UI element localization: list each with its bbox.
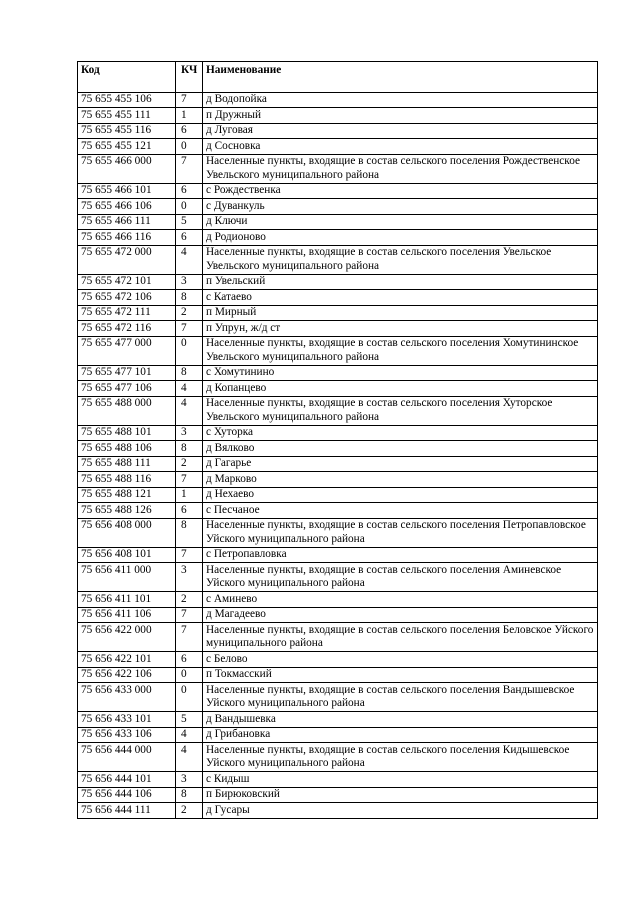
cell-name: с Дуванкуль [203, 199, 598, 215]
cell-name: д Магадеево [203, 607, 598, 623]
cell-kch: 7 [176, 321, 203, 337]
table-row [78, 667, 598, 683]
cell-name: д Родионово [203, 230, 598, 246]
cell-kch: 3 [176, 425, 203, 441]
cell-code: 75 655 488 121 [78, 487, 176, 503]
table-row [78, 712, 598, 728]
cell-code: 75 655 466 106 [78, 199, 176, 215]
cell-code: 75 656 433 101 [78, 712, 176, 728]
cell-code: 75 655 455 111 [78, 108, 176, 124]
cell-kch: 0 [176, 199, 203, 215]
column-header-kch: КЧ [176, 62, 203, 93]
cell-kch: 8 [176, 518, 203, 547]
cell-name: п Упрун, ж/д ст [203, 321, 598, 337]
cell-kch: 3 [176, 772, 203, 788]
table-row [78, 683, 598, 712]
table-row [78, 547, 598, 563]
cell-name: д Гагарье [203, 456, 598, 472]
cell-code: 75 656 433 000 [78, 683, 176, 712]
cell-code: 75 656 408 000 [78, 518, 176, 547]
cell-name: с Хуторка [203, 425, 598, 441]
cell-name: с Петропавловка [203, 547, 598, 563]
cell-code: 75 655 472 116 [78, 321, 176, 337]
cell-kch: 1 [176, 108, 203, 124]
table-row [78, 456, 598, 472]
table-row [78, 139, 598, 155]
table-row [78, 274, 598, 290]
table-row [78, 787, 598, 803]
cell-name: д Луговая [203, 123, 598, 139]
cell-code: 75 656 411 106 [78, 607, 176, 623]
cell-name: с Кидыш [203, 772, 598, 788]
table-row [78, 123, 598, 139]
table-body [78, 92, 598, 818]
cell-name: Населенные пункты, входящие в состав сельского поселения Хуторское Увельского муниципального района [203, 396, 598, 425]
cell-kch: 7 [176, 154, 203, 183]
cell-kch: 6 [176, 503, 203, 519]
cell-code: 75 655 488 101 [78, 425, 176, 441]
cell-code: 75 655 466 000 [78, 154, 176, 183]
cell-code: 75 655 455 121 [78, 139, 176, 155]
header-row [78, 62, 598, 93]
cell-code: 75 655 472 101 [78, 274, 176, 290]
cell-kch: 2 [176, 456, 203, 472]
cell-name: с Хомутинино [203, 365, 598, 381]
cell-kch: 3 [176, 274, 203, 290]
table-row [78, 183, 598, 199]
cell-kch: 7 [176, 547, 203, 563]
cell-name: Населенные пункты, входящие в состав сельского поселения Кидышевское Уйского муниципального района [203, 743, 598, 772]
table-row [78, 154, 598, 183]
table-row [78, 772, 598, 788]
table-row [78, 290, 598, 306]
table-row [78, 321, 598, 337]
cell-code: 75 655 488 116 [78, 472, 176, 488]
table-row [78, 487, 598, 503]
cell-kch: 7 [176, 472, 203, 488]
table-row [78, 305, 598, 321]
cell-code: 75 655 477 000 [78, 336, 176, 365]
cell-kch: 7 [176, 607, 203, 623]
cell-name: д Ключи [203, 214, 598, 230]
cell-kch: 8 [176, 365, 203, 381]
cell-name: Населенные пункты, входящие в состав сельского поселения Увельское Увельского муниципального района [203, 245, 598, 274]
cell-code: 75 656 444 101 [78, 772, 176, 788]
cell-kch: 8 [176, 787, 203, 803]
cell-name: Населенные пункты, входящие в состав сельского поселения Хомутининское Увельского муниципального района [203, 336, 598, 365]
cell-kch: 0 [176, 139, 203, 155]
cell-code: 75 656 444 106 [78, 787, 176, 803]
cell-name: д Нехаево [203, 487, 598, 503]
table-row [78, 623, 598, 652]
cell-code: 75 655 472 000 [78, 245, 176, 274]
cell-code: 75 655 488 000 [78, 396, 176, 425]
table-row [78, 92, 598, 108]
cell-code: 75 655 455 116 [78, 123, 176, 139]
cell-name: п Увельский [203, 274, 598, 290]
cell-name: с Белово [203, 652, 598, 668]
cell-kch: 2 [176, 305, 203, 321]
table-row [78, 245, 598, 274]
cell-name: п Мирный [203, 305, 598, 321]
cell-name: д Сосновка [203, 139, 598, 155]
cell-code: 75 656 408 101 [78, 547, 176, 563]
table-row [78, 214, 598, 230]
column-header-name: Наименование [203, 62, 598, 93]
cell-kch: 7 [176, 92, 203, 108]
table-row [78, 503, 598, 519]
cell-kch: 6 [176, 652, 203, 668]
cell-kch: 4 [176, 727, 203, 743]
cell-name: д Копанцево [203, 381, 598, 397]
cell-code: 75 656 444 000 [78, 743, 176, 772]
cell-kch: 8 [176, 290, 203, 306]
cell-code: 75 656 411 101 [78, 592, 176, 608]
table-row [78, 592, 598, 608]
cell-kch: 6 [176, 123, 203, 139]
table-row [78, 518, 598, 547]
cell-code: 75 656 444 111 [78, 803, 176, 819]
table-row [78, 396, 598, 425]
cell-kch: 1 [176, 487, 203, 503]
table-row [78, 743, 598, 772]
settlements-table [77, 61, 598, 819]
cell-code: 75 655 488 111 [78, 456, 176, 472]
cell-name: Населенные пункты, входящие в состав сельского поселения Вандышевское Уйского муниципального района [203, 683, 598, 712]
cell-kch: 4 [176, 396, 203, 425]
cell-kch: 5 [176, 712, 203, 728]
cell-kch: 3 [176, 563, 203, 592]
cell-kch: 0 [176, 336, 203, 365]
cell-kch: 4 [176, 245, 203, 274]
cell-code: 75 656 422 101 [78, 652, 176, 668]
cell-code: 75 655 466 111 [78, 214, 176, 230]
table-row [78, 336, 598, 365]
cell-kch: 7 [176, 623, 203, 652]
cell-name: с Катаево [203, 290, 598, 306]
cell-code: 75 655 466 101 [78, 183, 176, 199]
table-row [78, 652, 598, 668]
cell-name: п Бирюковский [203, 787, 598, 803]
table-row [78, 472, 598, 488]
cell-name: д Гусары [203, 803, 598, 819]
cell-code: 75 656 411 000 [78, 563, 176, 592]
cell-code: 75 655 472 111 [78, 305, 176, 321]
cell-code: 75 655 455 106 [78, 92, 176, 108]
cell-name: д Марково [203, 472, 598, 488]
cell-kch: 2 [176, 592, 203, 608]
table-row [78, 727, 598, 743]
table-row [78, 381, 598, 397]
cell-name: Населенные пункты, входящие в состав сельского поселения Рождественское Увельского муниципального района [203, 154, 598, 183]
cell-kch: 8 [176, 441, 203, 457]
table-row [78, 108, 598, 124]
cell-code: 75 655 472 106 [78, 290, 176, 306]
cell-name: Населенные пункты, входящие в состав сельского поселения Петропавловское Уйского муниципального района [203, 518, 598, 547]
cell-code: 75 655 477 101 [78, 365, 176, 381]
cell-kch: 5 [176, 214, 203, 230]
cell-code: 75 655 488 106 [78, 441, 176, 457]
cell-name: д Водопойка [203, 92, 598, 108]
cell-name: п Токмасский [203, 667, 598, 683]
cell-name: Населенные пункты, входящие в состав сельского поселения Аминевское Уйского муниципального района [203, 563, 598, 592]
table-row [78, 441, 598, 457]
table-row [78, 563, 598, 592]
cell-name: с Рождественка [203, 183, 598, 199]
table-row [78, 425, 598, 441]
table-row [78, 607, 598, 623]
cell-kch: 2 [176, 803, 203, 819]
cell-code: 75 656 422 000 [78, 623, 176, 652]
cell-code: 75 655 488 126 [78, 503, 176, 519]
cell-name: д Вялково [203, 441, 598, 457]
cell-name: Населенные пункты, входящие в состав сельского поселения Беловское Уйского муниципального района [203, 623, 598, 652]
table-row [78, 199, 598, 215]
document-page [77, 61, 597, 819]
cell-kch: 0 [176, 667, 203, 683]
table-row [78, 365, 598, 381]
table-header [78, 62, 598, 93]
cell-kch: 6 [176, 183, 203, 199]
cell-code: 75 655 466 116 [78, 230, 176, 246]
table-row [78, 803, 598, 819]
cell-kch: 0 [176, 683, 203, 712]
table-row [78, 230, 598, 246]
column-header-code: Код [78, 62, 176, 93]
cell-name: д Грибановка [203, 727, 598, 743]
cell-name: с Аминево [203, 592, 598, 608]
cell-code: 75 656 433 106 [78, 727, 176, 743]
cell-code: 75 655 477 106 [78, 381, 176, 397]
cell-code: 75 656 422 106 [78, 667, 176, 683]
cell-kch: 4 [176, 743, 203, 772]
cell-name: д Вандышевка [203, 712, 598, 728]
cell-kch: 4 [176, 381, 203, 397]
cell-kch: 6 [176, 230, 203, 246]
cell-name: п Дружный [203, 108, 598, 124]
cell-name: с Песчаное [203, 503, 598, 519]
